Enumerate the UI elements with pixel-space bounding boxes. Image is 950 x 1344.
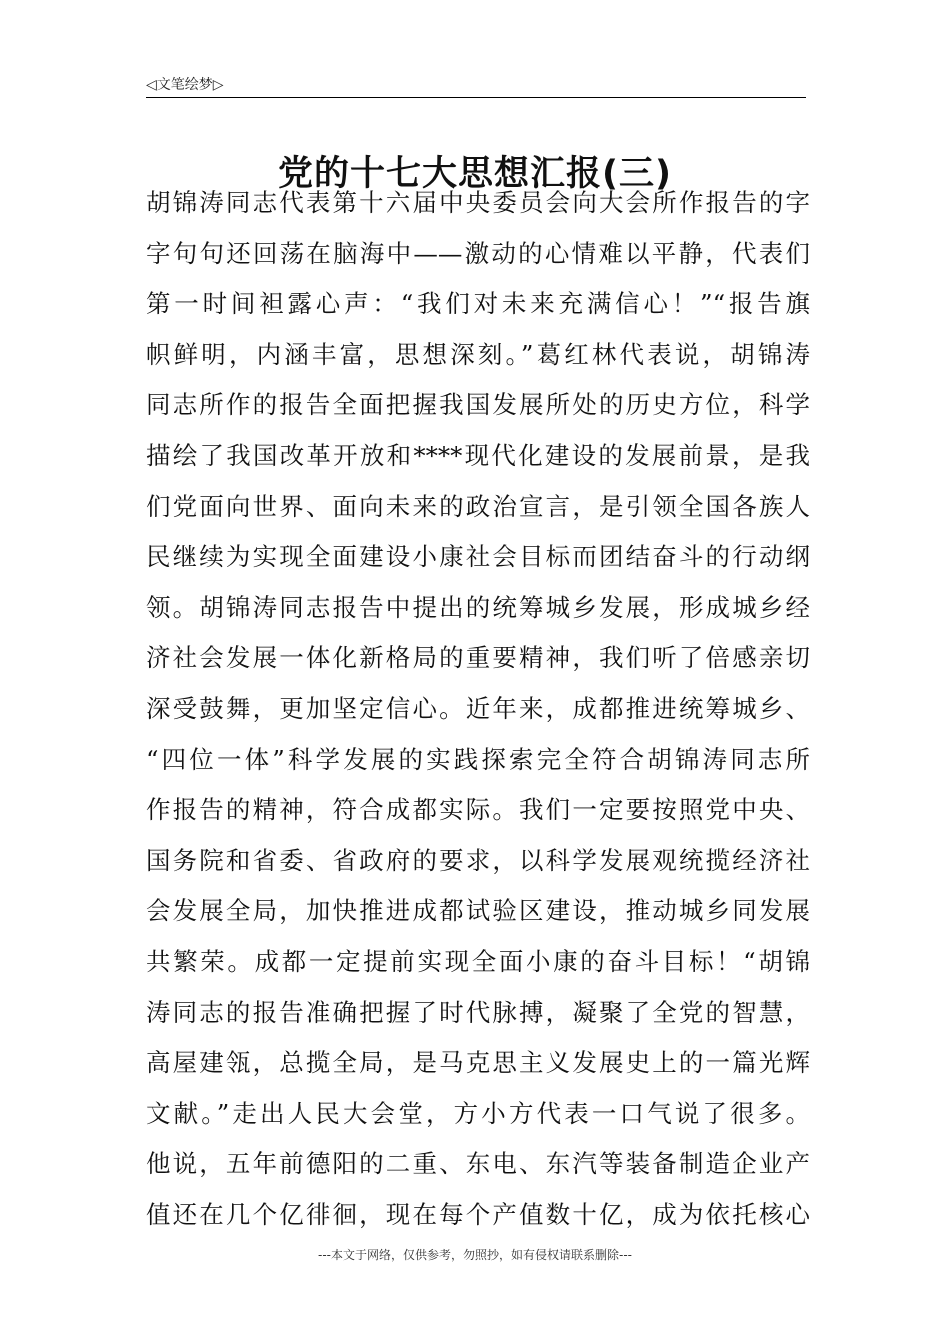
- body-line: 国务院和省委、省政府的要求，以科学发展观统揽经济社: [146, 845, 810, 875]
- body-line: 第一时间袒露心声：“我们对未来充满信心！”“报告旗: [146, 289, 810, 319]
- header-brand: ◁文笔绘梦▷: [146, 77, 224, 93]
- body-line: 们党面向世界、面向未来的政治宣言，是引领全国各族人: [146, 491, 810, 521]
- body-line: 胡锦涛同志代表第十六届中央委员会向大会所作报告的字: [146, 188, 810, 217]
- document-title: 党的十七大思想汇报(三): [278, 154, 672, 195]
- body-line: 作报告的精神，符合成都实际。我们一定要按照党中央、: [146, 795, 810, 825]
- body-line: 民继续为实现全面建设小康社会目标而团结奋斗的行动纲: [146, 542, 810, 572]
- body-line: 济社会发展一体化新格局的重要精神，我们听了倍感亲切: [146, 643, 810, 673]
- body-line: 高屋建瓴，总揽全局，是马克思主义发展史上的一篇光辉: [146, 1048, 810, 1078]
- body-line: 同志所作的报告全面把握我国发展所处的历史方位，科学: [146, 390, 810, 420]
- body-line: 涛同志的报告准确把握了时代脉搏，凝聚了全党的智慧，: [146, 997, 810, 1027]
- body-line: 共繁荣。成都一定提前实现全面小康的奋斗目标！“胡锦: [146, 946, 810, 976]
- header-divider: [146, 97, 806, 98]
- body-line: 文献。”走出人民大会堂，方小方代表一口气说了很多。: [146, 1098, 810, 1128]
- footer-notice: ---本文于网络，仅供参考，勿照抄，如有侵权请联系删除---: [318, 1248, 632, 1262]
- body-line: 会发展全局，加快推进成都试验区建设，推动城乡同发展: [146, 896, 810, 926]
- body-line: 值还在几个亿徘徊，现在每个产值数十亿，成为依托核心: [146, 1199, 810, 1229]
- body-line: 帜鲜明，内涵丰富，思想深刻。”葛红林代表说，胡锦涛: [146, 339, 810, 369]
- body-line: 他说，五年前德阳的二重、东电、东汽等装备制造企业产: [146, 1149, 810, 1179]
- body-line: “四位一体”科学发展的实践探索完全符合胡锦涛同志所: [146, 744, 810, 774]
- body-line: 描绘了我国改革开放和****现代化建设的发展前景，是我: [146, 440, 810, 470]
- body-line: 深受鼓舞，更加坚定信心。近年来，成都推进统筹城乡、: [146, 693, 810, 723]
- body-line: 字句句还回荡在脑海中——激动的心情难以平静，代表们: [146, 238, 810, 268]
- document-body: [146, 178, 810, 1240]
- body-line: 领。胡锦涛同志报告中提出的统筹城乡发展，形成城乡经: [146, 592, 810, 622]
